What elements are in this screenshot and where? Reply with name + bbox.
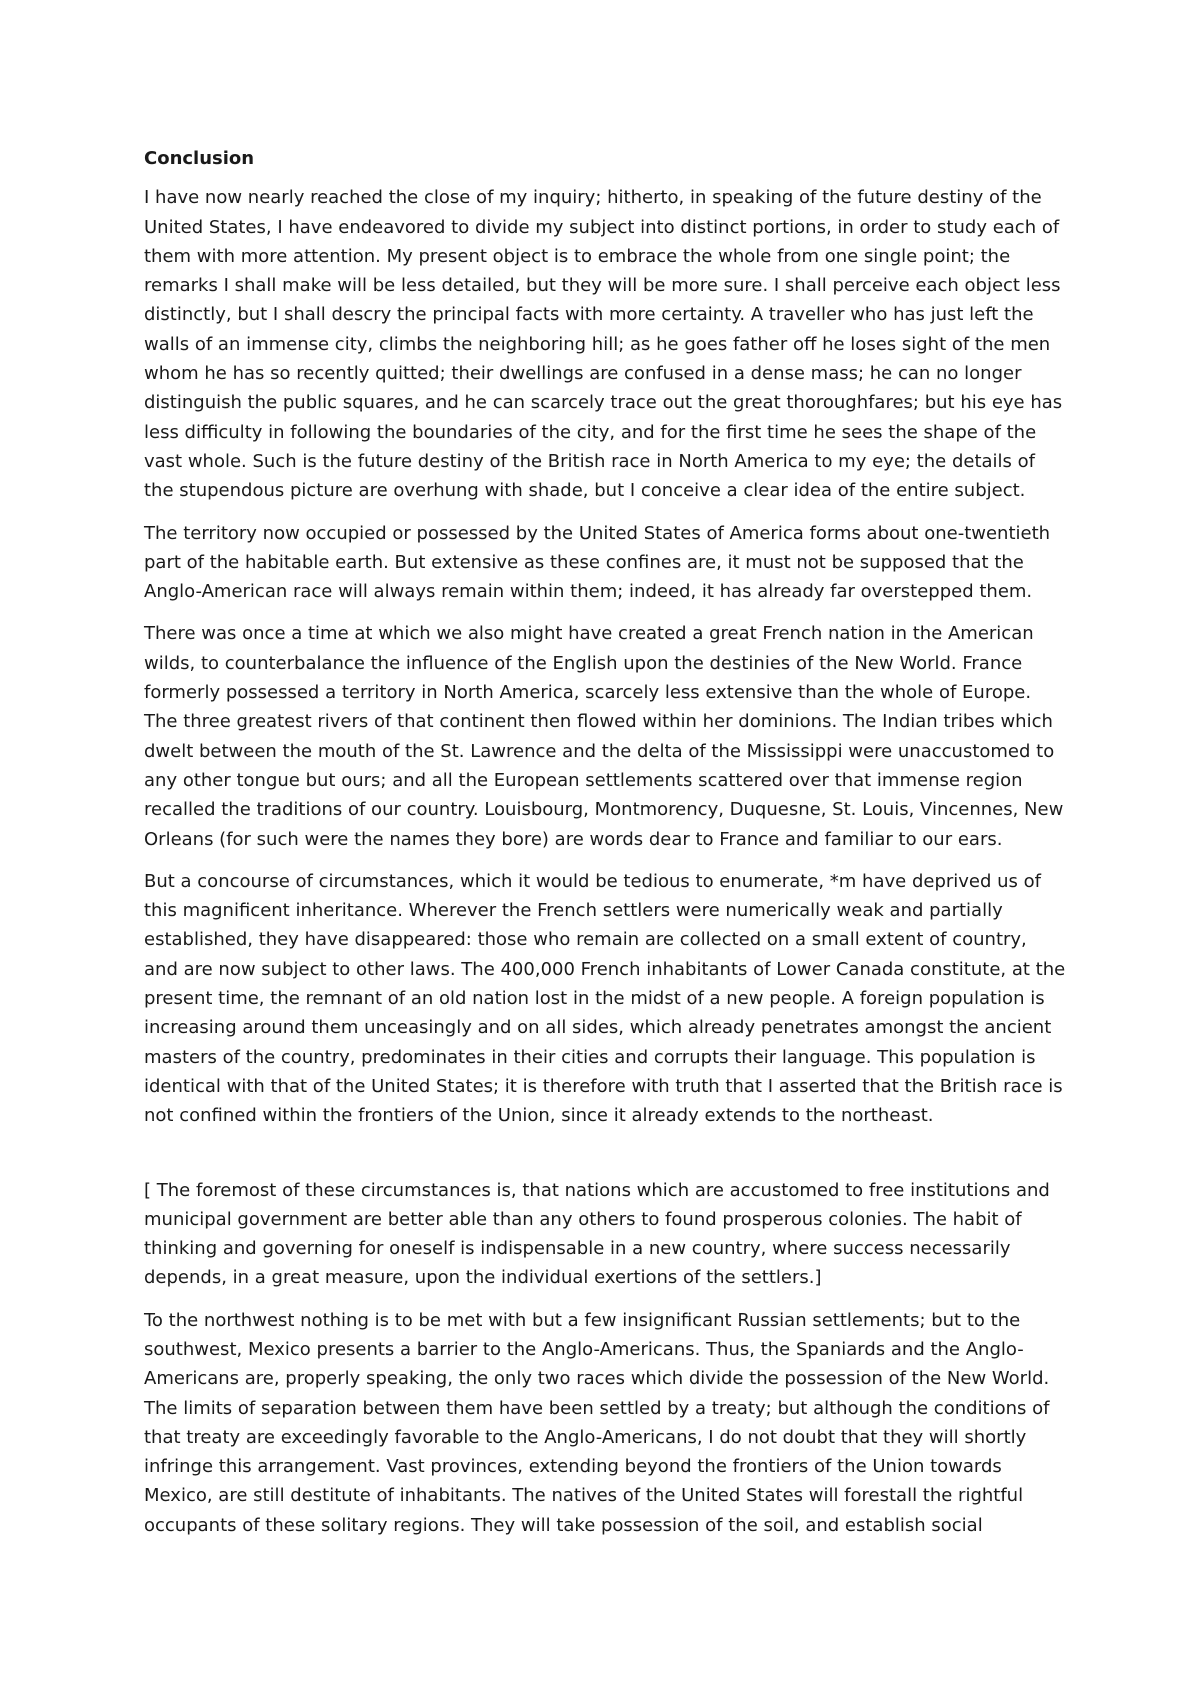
paragraph-intro: I have now nearly reached the close of my inquiry; hitherto, in speaking of the future destiny of the United States, I have endeavored to divide my subject into distinct portions, in order to study each of them with more attention. My present object is to embrace the whole from one single point; the remarks I shall make will be less detailed, but they will be more sure. I shall perceive each object less distinctly, but I shall descry the principal facts with more certainty. A traveller who has just left the walls of an immense city, climbs the neighboring hill; as he goes father off he loses sight of the men whom he has so recently quitted; their dwellings are confused in a dense mass; he can no longer distinguish the public squares, and he can scarcely trace out the great thoroughfares; but his eye has less difficulty in following the boundaries of the city, and for the first time he sees the shape of the vast whole. Such is the future destiny of the British race in North America to my eye; the details of the stupendous picture are overhung with shade, but I conceive a clear idea of the entire subject.	[144, 187, 1063, 502]
paragraph-spacer	[144, 1144, 1066, 1176]
paragraph-territory: The territory now occupied or possessed by the United States of America forms about one-twentieth part of the habitable earth. But extensive as these confines are, it must not be supposed that the Anglo-American race will always remain within them; indeed, it has already far overstepped them.	[144, 522, 1051, 603]
paragraph-concourse: But a concourse of circumstances, which it would be tedious to enumerate, *m have deprived us of this magnificent inheritance. Wherever the French settlers were numerically weak and partially established, they have disappeared: those who remain are collected on a small extent of country, and are now subject to other laws. The 400,000 French inhabitants of Lower Canada constitute, at the present time, the remnant of an old nation lost in the midst of a new people. A foreign population is increasing around them unceasingly and on all sides, which already penetrates amongst the ancient masters of the country, predominates in their cities and corrupts their language. This population is identical with that of the United States; it is therefore with truth that I asserted that the British race is not confined within the frontiers of the Union, since it already extends to the northeast.	[144, 870, 1066, 1127]
paragraph-footnote: [ The foremost of these circumstances is, that nations which are accustomed to free institutions and municipal government are better able than any others to found prosperous colonies. The habit of thinking and governing for oneself is indispensable in a new country, where success necessarily depends, in a great measure, upon the individual exertions of the settlers.]	[144, 1179, 1050, 1289]
section-heading: Conclusion	[144, 148, 255, 169]
document-body	[144, 144, 1066, 1553]
paragraph-northwest: To the northwest nothing is to be met with but a few insignificant Russian settlements; but to the southwest, Mexico presents a barrier to the Anglo-Americans. Thus, the Spaniards and the Anglo-Americans are, properly speaking, the only two races which divide the possession of the New World. The limits of separation between them have been settled by a treaty; but although the conditions of that treaty are exceedingly favorable to the Anglo-Americans, I do not doubt that they will shortly infringe this arrangement. Vast provinces, extending beyond the frontiers of the Union towards Mexico, are still destitute of inhabitants. The natives of the United States will forestall the rightful occupants of these solitary regions. They will take possession of the soil, and establish social	[144, 1309, 1050, 1536]
paragraph-french-nation: There was once a time at which we also might have created a great French nation in the American wilds, to counterbalance the influence of the English upon the destinies of the New World. France formerly possessed a territory in North America, scarcely less extensive than the whole of Europe. The three greatest rivers of that continent then flowed within her dominions. The Indian tribes which dwelt between the mouth of the St. Lawrence and the delta of the Mississippi were unaccustomed to any other tongue but ours; and all the European settlements scattered over that immense region recalled the traditions of our country. Louisbourg, Montmorency, Duquesne, St. Louis, Vincennes, New Orleans (for such were the names they bore) are words dear to France and familiar to our ears.	[144, 623, 1064, 850]
